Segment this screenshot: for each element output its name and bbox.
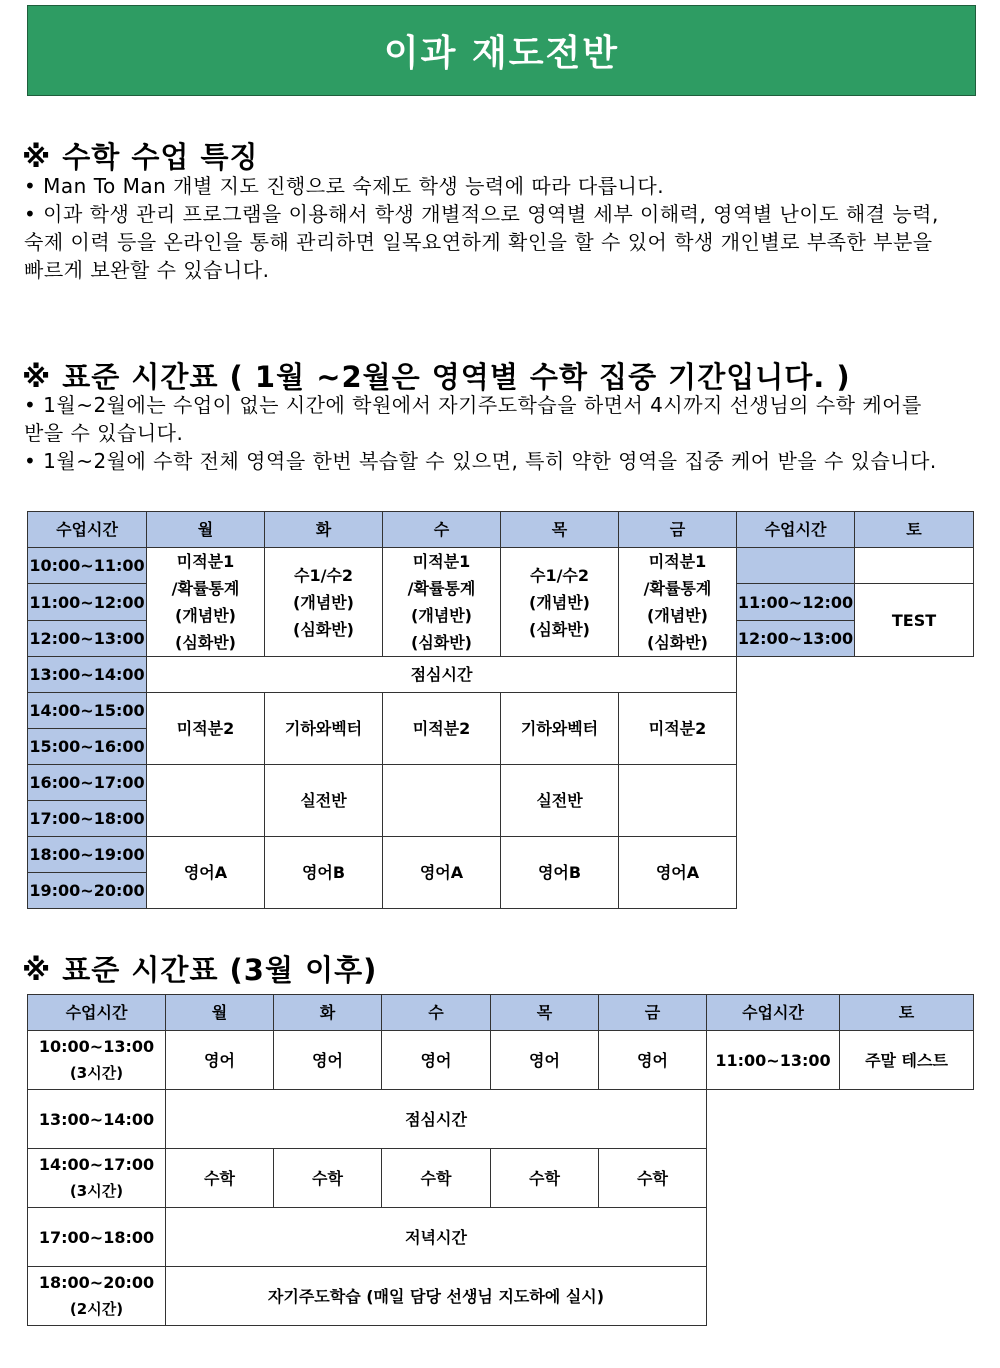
time-cell: 12:00~13:00 — [28, 621, 147, 657]
dinner-cell: 저녁시간 — [166, 1208, 707, 1267]
header-time-sat: 수업시간 — [737, 512, 855, 548]
class-cell: 수학 — [274, 1149, 382, 1208]
section3-title: ※ 표준 시간표 (3월 이후) — [22, 953, 378, 987]
header-thu: 목 — [501, 512, 619, 548]
time-label: 10:00~13:00 — [38, 1037, 155, 1056]
timetable-march — [27, 994, 974, 1326]
class-cell: 수학 — [166, 1149, 274, 1208]
timetable-jan-feb — [27, 511, 974, 909]
header-fri: 금 — [619, 512, 737, 548]
section2-bullet-2: • 1월~2월에 수학 전체 영역을 한번 복습할 수 있으면, 특히 약한 영역을 집중 케어 받을 수 있습니다. — [24, 449, 937, 473]
class-cell: 실전반 — [265, 765, 383, 837]
cell-line: 수1/수2 — [293, 565, 354, 585]
time-duration: (2시간) — [69, 1300, 124, 1318]
class-cell: 기하와벡터 — [501, 693, 619, 765]
class-cell: 수학 — [599, 1149, 707, 1208]
cell-line: 미적분1 — [176, 552, 235, 571]
cell-line: (심화반) — [411, 633, 472, 652]
section1-bullet-2: • 이과 학생 관리 프로그램을 이용해서 학생 개별적으로 영역별 세부 이해력, 영역별 난이도 해결 능력, 숙제 이력 등을 온라인을 통해 관리하면 일목요연하게 확인을 할 수 있어 학생 개인별로 부족한 부분을 빠르게 보완할 수 있습니다. — [24, 202, 939, 282]
sat-time-cell: 11:00~13:00 — [707, 1031, 840, 1090]
cell-line: (심화반) — [175, 633, 236, 652]
cell-line: /확률통계 — [643, 579, 712, 598]
cell-line: (심화반) — [293, 619, 354, 639]
header-wed: 수 — [382, 995, 491, 1031]
time-cell — [28, 1149, 166, 1208]
cell-line: (개념반) — [411, 606, 472, 625]
time-cell: 16:00~17:00 — [28, 765, 147, 801]
sat-time-cell: 12:00~13:00 — [737, 621, 855, 657]
cell-line: (개념반) — [175, 606, 236, 625]
time-label: 18:00~20:00 — [38, 1273, 155, 1292]
class-cell: 영어 — [599, 1031, 707, 1090]
section1-title: ※ 수학 수업 특징 — [22, 140, 259, 174]
sat-time-cell: 11:00~12:00 — [737, 584, 855, 621]
sat-time-empty — [737, 548, 855, 584]
self-study-cell: 자기주도학습 (매일 담당 선생님 지도하에 실시) — [166, 1267, 707, 1326]
header-fri: 금 — [599, 995, 707, 1031]
time-cell: 19:00~20:00 — [28, 873, 147, 909]
class-cell: 영어A — [619, 837, 737, 909]
class-cell: 미적분2 — [619, 693, 737, 765]
class-cell: 영어 — [491, 1031, 599, 1090]
header-thu: 목 — [491, 995, 599, 1031]
cell-line: (개념반) — [293, 592, 354, 612]
class-cell: 영어A — [147, 837, 265, 909]
header-tue: 화 — [274, 995, 382, 1031]
page-banner — [27, 5, 976, 96]
cell-line: (심화반) — [647, 633, 708, 652]
header-time-sat: 수업시간 — [707, 995, 840, 1031]
empty-cell — [619, 765, 737, 837]
class-cell-wed-morning — [383, 548, 501, 657]
section2-title: ※ 표준 시간표 ( 1월 ~2월은 영역별 수학 집중 기간입니다. ) — [22, 360, 851, 394]
header-tue: 화 — [265, 512, 383, 548]
class-cell-tue-morning — [265, 548, 383, 657]
section2-bullet-1: • 1월~2월에는 수업이 없는 시간에 학원에서 자기주도학습을 하면서 4시까지 선생님의 수학 케어를 받을 수 있습니다. — [24, 393, 922, 445]
time-cell: 15:00~16:00 — [28, 729, 147, 765]
section1-bullet-1: • Man To Man 개별 지도 진행으로 숙제도 학생 능력에 따라 다릅니다. — [24, 174, 665, 198]
time-duration: (3시간) — [69, 1182, 124, 1200]
cell-line: (개념반) — [647, 606, 708, 625]
sat-empty — [855, 548, 974, 584]
class-cell: 영어 — [382, 1031, 491, 1090]
sat-test-cell: 주말 테스트 — [840, 1031, 974, 1090]
class-cell: 수학 — [491, 1149, 599, 1208]
time-cell: 10:00~11:00 — [28, 548, 147, 584]
class-cell: 실전반 — [501, 765, 619, 837]
lunch-cell: 점심시간 — [147, 657, 737, 693]
class-cell: 영어A — [383, 837, 501, 909]
cell-line: /확률통계 — [407, 579, 476, 598]
lunch-cell: 점심시간 — [166, 1090, 707, 1149]
cell-line: 미적분1 — [412, 552, 471, 571]
time-cell: 13:00~14:00 — [28, 657, 147, 693]
class-cell: 영어 — [274, 1031, 382, 1090]
cell-line: 미적분1 — [648, 552, 707, 571]
class-cell-thu-morning — [501, 548, 619, 657]
time-cell: 14:00~15:00 — [28, 693, 147, 729]
class-cell-mon-morning — [147, 548, 265, 657]
empty-cell — [147, 765, 265, 837]
class-cell-fri-morning — [619, 548, 737, 657]
class-cell: 영어 — [166, 1031, 274, 1090]
empty-area — [707, 1090, 974, 1326]
cell-line: /확률통계 — [171, 579, 240, 598]
class-cell: 기하와벡터 — [265, 693, 383, 765]
cell-line: (심화반) — [529, 619, 590, 639]
time-cell: 13:00~14:00 — [28, 1090, 166, 1149]
time-cell: 17:00~18:00 — [28, 1208, 166, 1267]
class-cell: 미적분2 — [147, 693, 265, 765]
time-cell: 17:00~18:00 — [28, 801, 147, 837]
time-cell: 18:00~19:00 — [28, 837, 147, 873]
header-mon: 월 — [147, 512, 265, 548]
header-wed: 수 — [383, 512, 501, 548]
time-cell — [28, 1267, 166, 1326]
time-label: 14:00~17:00 — [38, 1155, 155, 1174]
header-time: 수업시간 — [28, 512, 147, 548]
class-cell: 미적분2 — [383, 693, 501, 765]
time-cell — [28, 1031, 166, 1090]
time-cell: 11:00~12:00 — [28, 584, 147, 621]
class-cell: 수학 — [382, 1149, 491, 1208]
cell-line: (개념반) — [529, 592, 590, 612]
sat-test-cell: TEST — [855, 584, 974, 657]
header-time: 수업시간 — [28, 995, 166, 1031]
header-sat: 토 — [840, 995, 974, 1031]
time-duration: (3시간) — [69, 1064, 124, 1082]
class-cell: 영어B — [265, 837, 383, 909]
cell-line: 수1/수2 — [529, 565, 590, 585]
empty-cell — [383, 765, 501, 837]
header-sat: 토 — [855, 512, 974, 548]
banner-title: 이과 재도전반 — [383, 33, 620, 74]
empty-area — [737, 657, 974, 909]
class-cell: 영어B — [501, 837, 619, 909]
header-mon: 월 — [166, 995, 274, 1031]
